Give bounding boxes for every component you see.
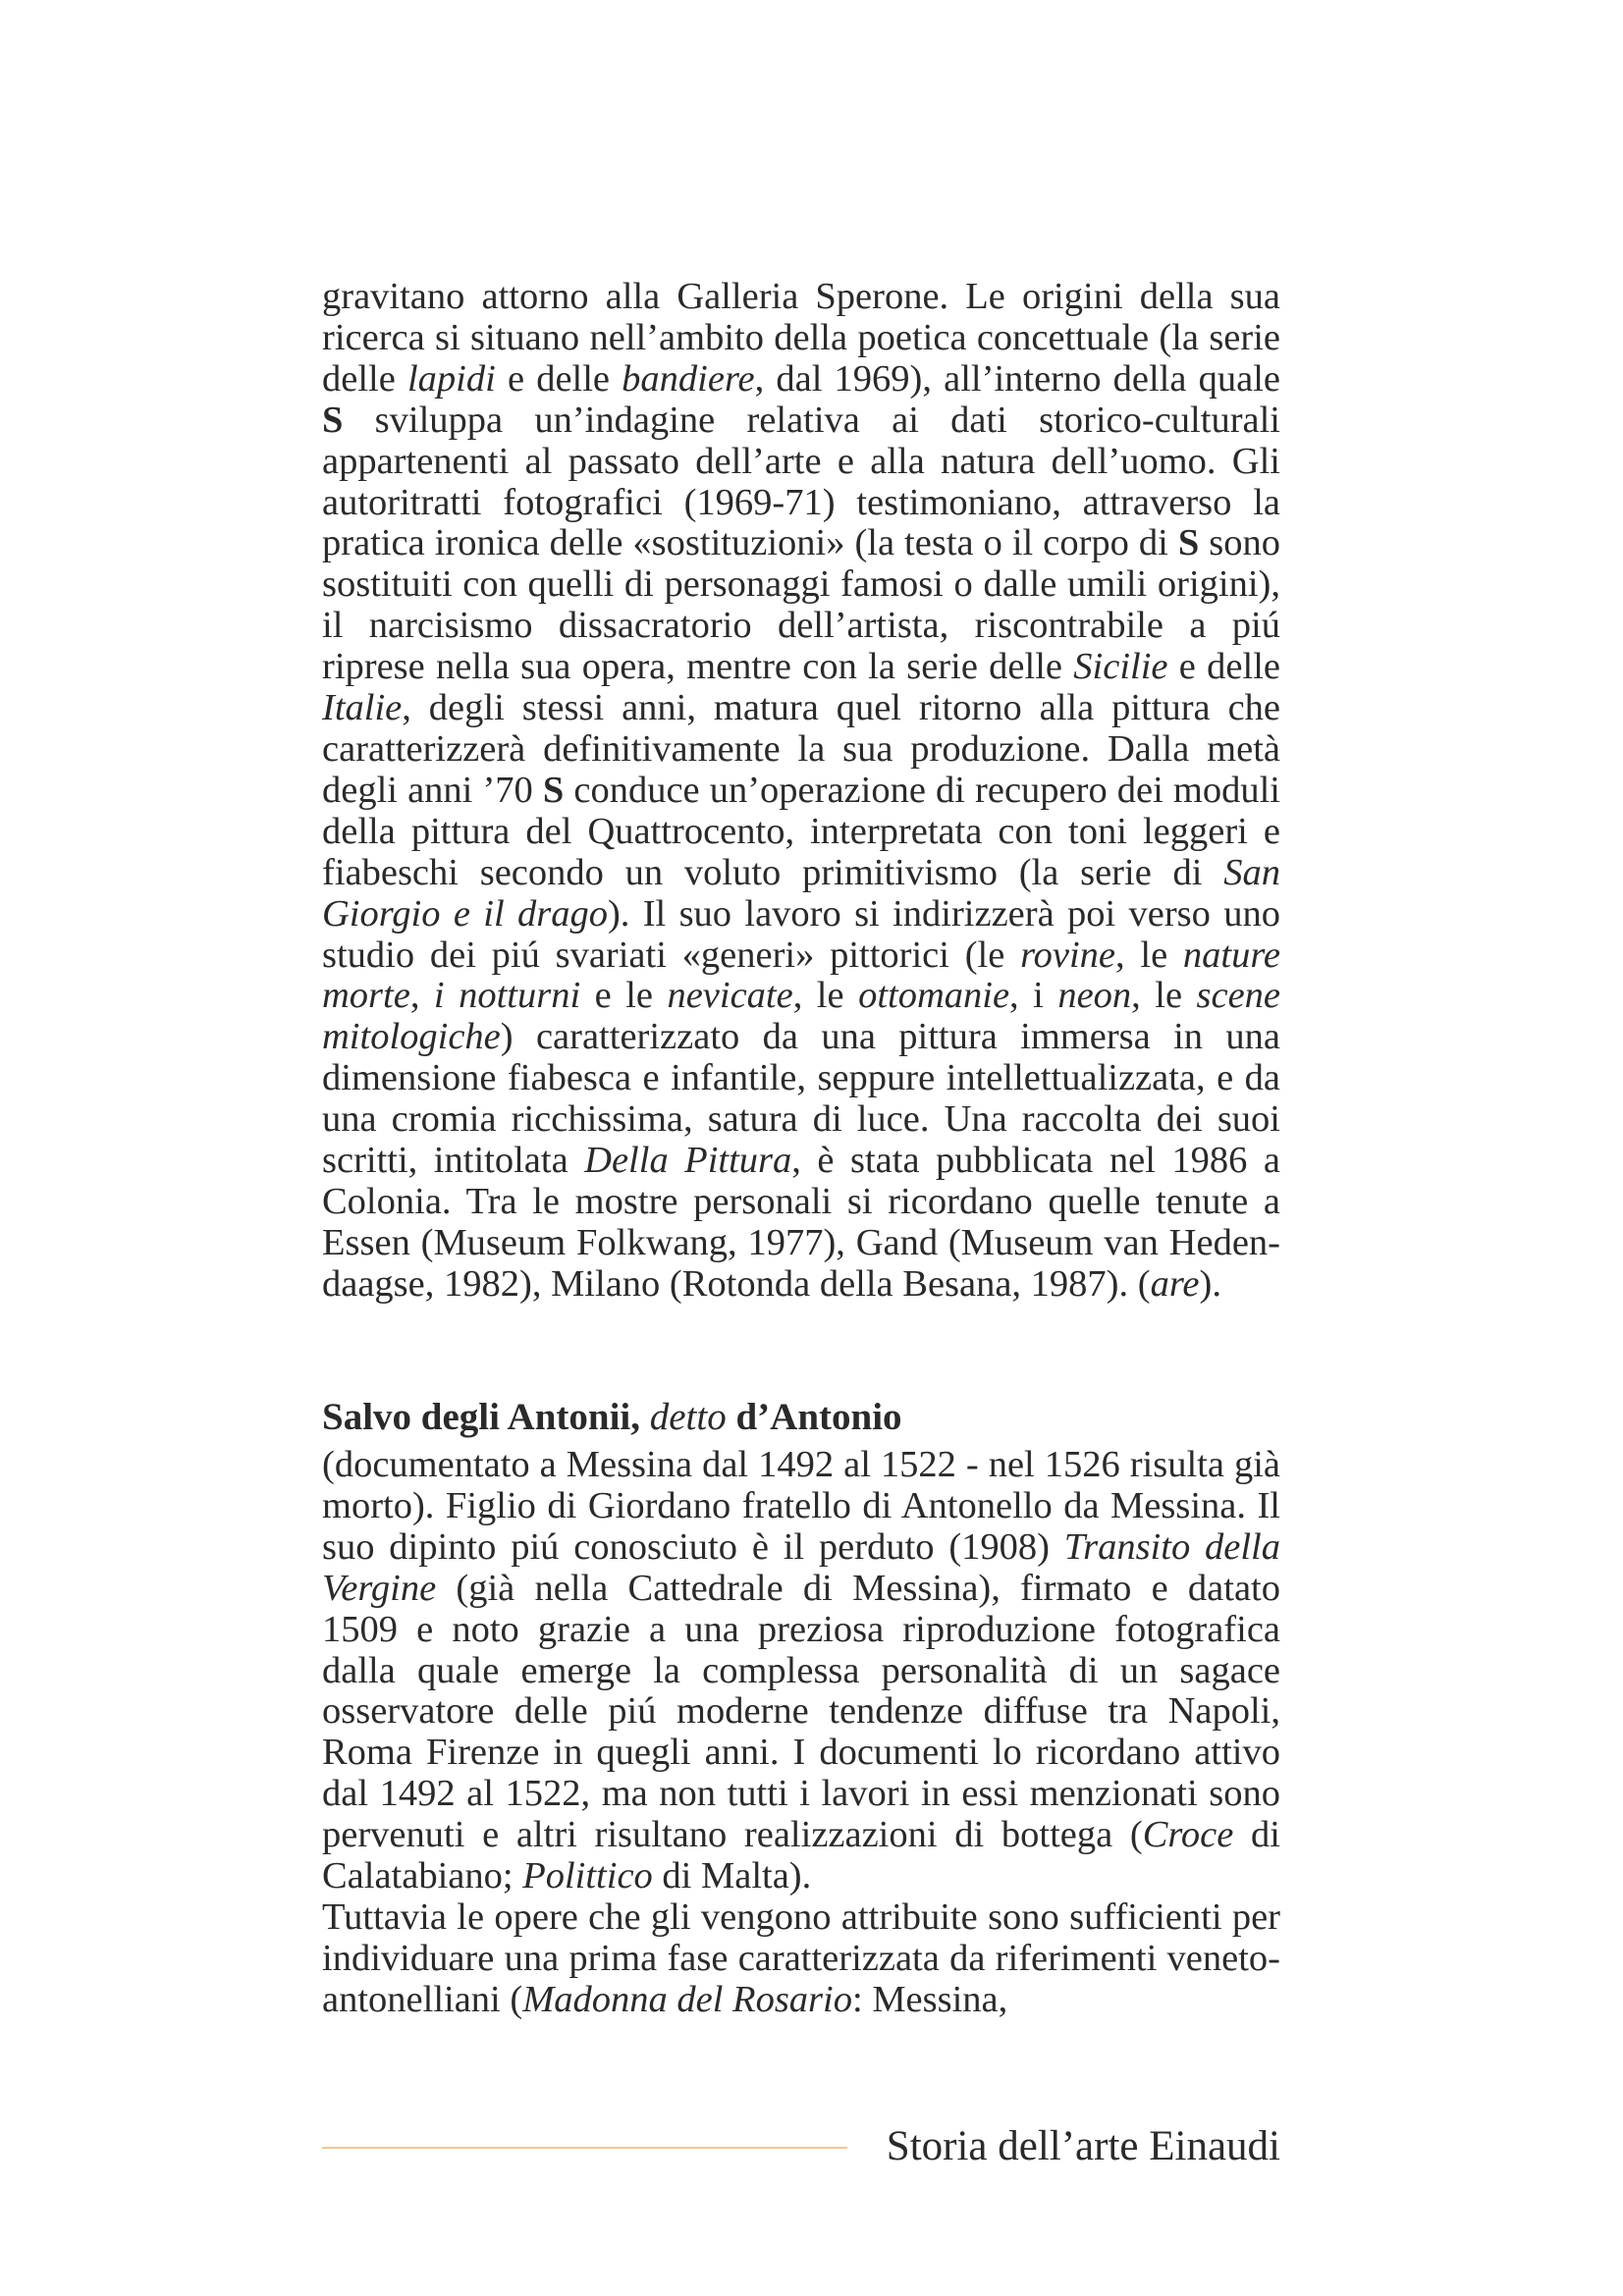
text-run-italic: rovine [1020,934,1115,976]
text-run-normal: , è stata pubblicata nel 1986 a Colonia. Tra le mostre personali si ricordano quelle tenute a Essen (Museum Folkwang, 1977), Gand (Museum van Hedendaagse, 1982), Milano (Rotonda della Besana, 1987). ( [322,1140,1280,1305]
text-run-normal: , le [1131,975,1197,1017]
entry-name: Salvo degli Antonii, [322,1396,640,1438]
text-run-normal: , degli stessi anni, matura quel ritorno alla pittura che caratterizzerà definitivamente la sua produzione. Dalla metà degli anni ’70 [322,687,1280,811]
text-run-italic: Sicilie [1073,646,1168,688]
text-run-italic: i notturni [433,975,581,1017]
text-run-normal: conduce un’operazione di recupero dei moduli della pittura del Quattrocento, interpretata con toni leggeri e fiabeschi secondo un voluto primitivismo (la serie di [322,769,1280,893]
entry-connector: detto [649,1396,727,1438]
text-run-normal: , i [1009,975,1058,1017]
text-run-italic: bandiere [622,357,755,400]
entry-paragraph [322,1897,1280,2021]
text-run-italic: Croce [1142,1814,1234,1856]
text-run-normal: di Calatabiano; [322,1814,1281,1897]
text-run-normal: , le [1115,934,1183,976]
text-run-italic: Polittico [522,1855,653,1897]
text-run-italic: neon [1057,975,1132,1017]
footer-publication-title: Storia dell’arte Einaudi [886,2123,1280,2169]
text-run-normal: , [409,975,434,1017]
text-run-italic: Della Pittura [584,1140,792,1182]
text-run-italic: ottomanie [858,975,1010,1017]
text-run-italic: are [1150,1262,1200,1305]
footer-rule [322,2147,847,2149]
text-run-normal: ) caratterizzato da una pittura immersa in una dimensione fiabesca e infantile, seppure intellettualizzata, e da una cromia ricchissima, satura di luce. Una raccolta dei suoi scritti, intitolata [322,1016,1280,1182]
text-run-italic: Italie [322,687,403,729]
text-run-italic: Madonna del Rosario [522,1978,852,2020]
text-run-normal: ). [1199,1262,1221,1305]
text-run-normal: , le [792,975,859,1017]
text-run-normal: sono sostituiti con quelli di personaggi famosi o dalle umili origini), il narcisismo dissacratorio dell’artista, riscontrabile a piú riprese nella sua opera, mentre con la serie delle [322,522,1280,688]
entry-heading [322,1394,1280,1441]
text-run-normal: ). Il suo lavoro si indirizzerà poi verso uno studio dei piú svariati «generi» pittorici (le [322,892,1280,976]
text-run-normal: (già nella Cattedrale di Messina), firmato e datato 1509 e noto grazie a una preziosa riproduzione fotografica dalla quale emerge la complessa personalità di un sagace osservatore delle piú moderne tendenze diffuse tra Napoli, Roma Firenze in quegli anni. I documenti lo ricordano attivo dal 1492 al 1522, ma non tutti i lavori in essi menzionati sono pervenuti e altri risultano realizzazioni di bottega ( [322,1567,1280,1856]
text-run-italic: lapidi [406,357,496,400]
text-run-normal: (documentato a Messina dal 1492 al 1522 - nel 1526 risulta già morto). Figlio di Giordano fratello di Antonello da Messina. Il suo dipinto piú conosciuto è il perduto (1908) [322,1444,1280,1568]
text-run-normal: gravitano attorno alla Galleria Sperone. Le origini della sua ricerca si situano nell’ambito della poetica concettuale (la serie delle [322,276,1280,400]
text-run-normal: di Malta). [652,1855,812,1897]
entry-paragraph [322,1445,1280,1897]
text-run-italic: scene mitologiche [322,975,1281,1058]
text-run-normal: : Messina, [852,1978,1008,2020]
text-run-normal: e delle [1167,646,1280,688]
text-run-normal: e delle [495,357,622,400]
text-run-normal: Tuttavia le opere che gli vengono attribuite sono sufficienti per individuare una prima fase caratterizzata da riferimenti veneto-antonelliani ( [322,1896,1280,2020]
text-run-normal: e le [580,975,668,1017]
text-run-italic: Transito della Vergine [322,1525,1280,1609]
entry-body [322,1445,1280,2021]
text-run-italic: nature morte [322,934,1280,1017]
continued-entry-text [322,277,1280,1306]
text-run-italic: San Giorgio e il drago [322,851,1280,934]
text-run-bold: S [542,769,565,811]
entry-alias: d’Antonio [735,1396,902,1438]
text-run-bold: S [1177,522,1200,564]
text-run-bold: S [322,399,344,441]
continued-entry-paragraph [322,277,1280,1306]
text-run-normal: sviluppa un’indagine relativa ai dati storico-culturali appartenenti al passato dell’arte e alla natura dell’uomo. Gli autoritratti fotografici (1969-71) testimoniano, attraverso la pratica ironica delle «sostituzioni» (la testa o il corpo di [322,399,1280,564]
text-run-italic: nevicate [667,975,793,1017]
text-run-normal: , dal 1969), all’interno della quale [754,357,1280,400]
